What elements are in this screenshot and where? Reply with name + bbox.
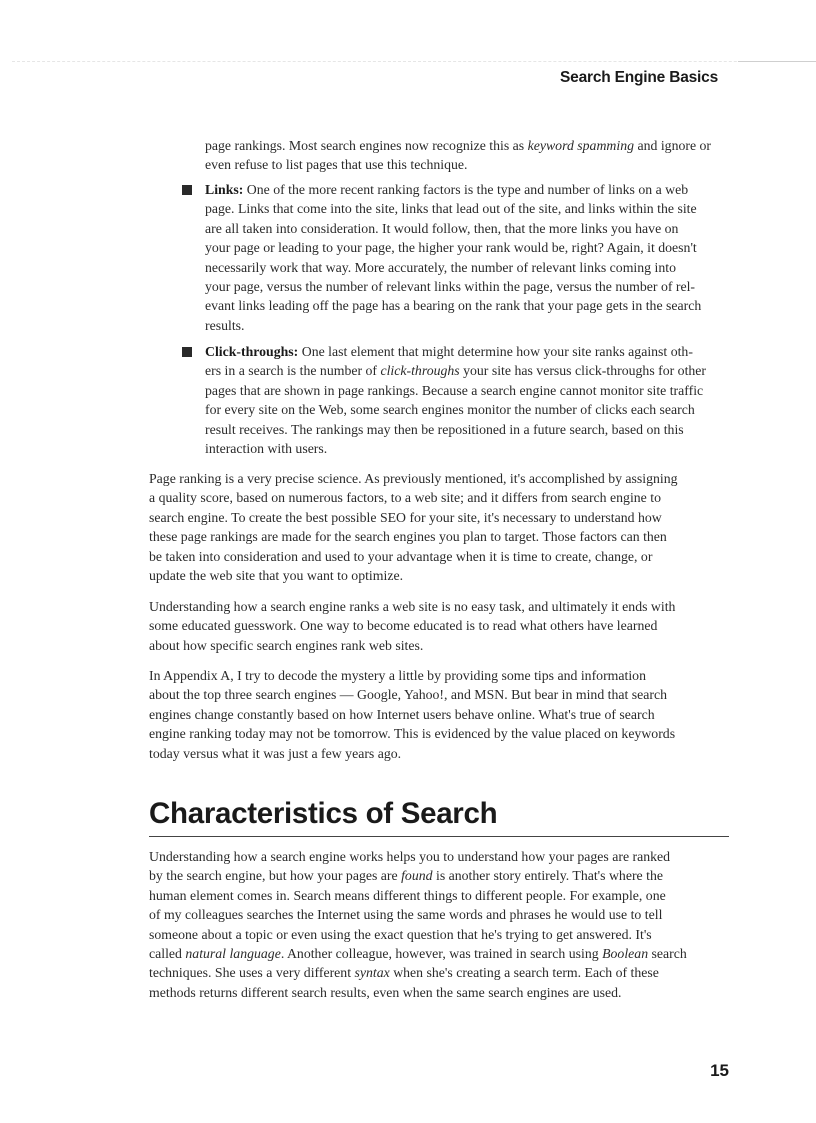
paragraph-page-ranking: Page ranking is a very precise science. As previously mentioned, it's accomplished by assigning a quality score, based on numerous factors, to a web site; and it differs from search engine to search engine. To create the best possible SEO for your site, it's necessary to understand how these page rankings are made for the search engines you plan to target. Those factors can then be taken into consideration and used to your advantage when it is time to create, change, or update the web site that you want to optimize. bbox=[149, 471, 678, 584]
bullet-term: Click-throughs: bbox=[205, 344, 299, 359]
paragraph-characteristics: Understanding how a search engine works helps you to understand how your pages are ranked by the search engine, but how your pages are found is another story entirely. That's where the human element comes in. Search means different things to different people. For example, one of my colleagues searches the Internet using the same words and phrases he would use to tell someone about a topic or even using the exact question that he's trying to get answered. It's called natural language. Another colleague, however, was trained in search using Boolean search techniques. She uses a very different syntax when she's creating a search term. Each of these methods returns different search results, even when the same search engines are used. bbox=[149, 849, 687, 1000]
section-heading: Characteristics of Search bbox=[149, 797, 498, 830]
top-dashed-rule bbox=[12, 61, 812, 62]
bullet-links: Links: One of the more recent ranking factors is the type and number of links on a web page. Links that come into the site, links that lead out of the site, and links within the site are all taken into consideration. It would follow, then, that the more links you have on your page or leading to your page, the higher your rank would be, right? Again, it doesn't necessarily work that way. More accurately, the number of relevant links coming into your page, versus the number of relevant links within the page, versus the number of rel- evant links leading off the page has a bearing on the rank that your page gets in the search results. bbox=[205, 182, 702, 333]
bullet-square-icon bbox=[182, 347, 192, 357]
heading-rule bbox=[149, 836, 729, 837]
running-head: Search Engine Basics bbox=[560, 69, 718, 86]
top-right-rule bbox=[738, 61, 816, 62]
bullet-click-throughs: Click-throughs: One last element that might determine how your site ranks against oth- ers in a search is the number of click-throughs your site has versus click-throughs for other pages that are shown in page rankings. Because a search engine cannot monitor site traffic for every site on the Web, some search engines monitor the number of clicks each search result receives. The rankings may then be repositioned in a future search, based on this interaction with users. bbox=[205, 344, 707, 457]
paragraph-appendix: In Appendix A, I try to decode the mystery a little by providing some tips and information about the top three search engines — Google, Yahoo!, and MSN. But bear in mind that search engines change constantly based on how Internet users behave online. What's true of search engine ranking today may not be tomorrow. This is evidenced by the value placed on keywords today versus what it was just a few years ago. bbox=[149, 668, 676, 761]
bullet-square-icon bbox=[182, 185, 192, 195]
page-number: 15 bbox=[710, 1061, 729, 1080]
paragraph-understanding: Understanding how a search engine ranks a web site is no easy task, and ultimately it ends with some educated guesswork. One way to become educated is to read what others have learned about how specific search engines rank web sites. bbox=[149, 599, 676, 653]
bullet-term: Links: bbox=[205, 182, 244, 197]
continued-paragraph: page rankings. Most search engines now recognize this as keyword spamming and ignore or even refuse to list pages that use this technique. bbox=[205, 138, 712, 173]
